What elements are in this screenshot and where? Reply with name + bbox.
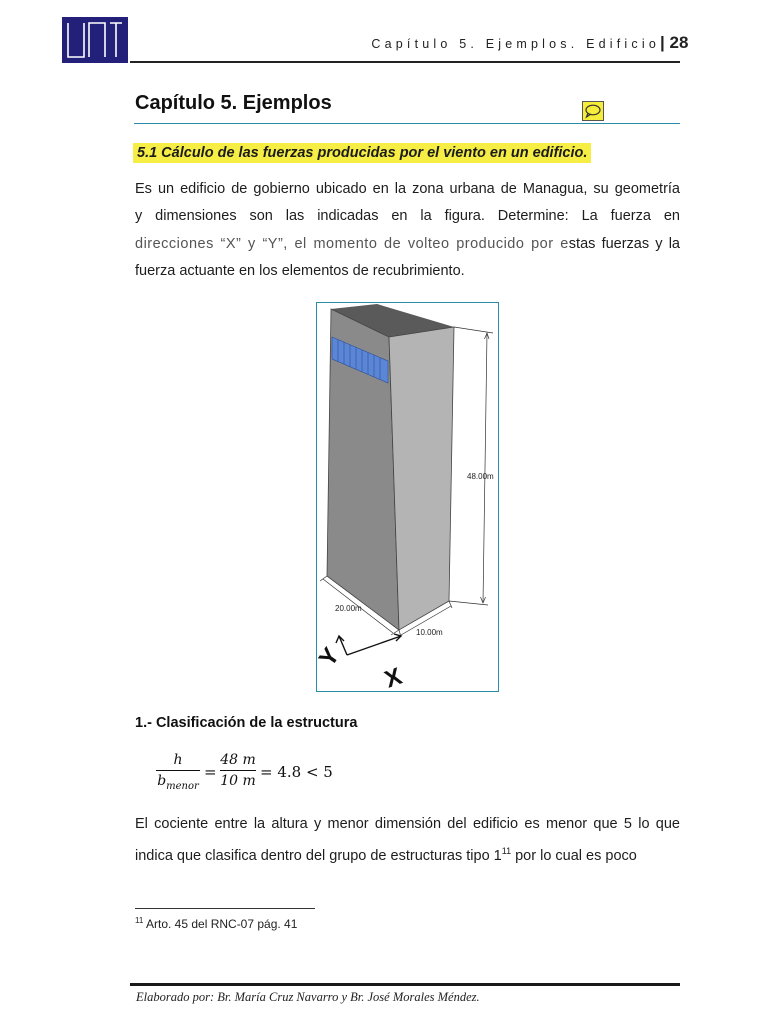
height-dimension xyxy=(449,327,493,605)
footer-credit: Elaborado por: Br. María Cruz Navarro y Br. José Morales Méndez. xyxy=(136,990,480,1004)
chapter-rule xyxy=(134,123,680,124)
intro-line-3-b: stas fuerzas y la xyxy=(568,236,681,252)
conclusion-line-2-pre: indica que clasifica dentro del grupo de estructuras tipo 1 xyxy=(135,847,502,864)
page-number: | 28 xyxy=(660,33,689,52)
conclusion-line-2-post: por lo cual es poco xyxy=(511,847,637,864)
rhs-fraction xyxy=(220,752,256,789)
intro-line-3 xyxy=(135,231,680,259)
conclusion-line-1: El cociente entre la altura y menor dimensión del edificio es menor que 5 lo que xyxy=(135,816,680,832)
axis-arrows xyxy=(336,634,401,655)
width-label: 20.00m xyxy=(335,604,362,613)
header-rule xyxy=(130,61,680,63)
chapter-title: Capítulo 5. Ejemplos xyxy=(135,92,332,114)
lhs-numerator: h xyxy=(173,752,183,768)
running-head: Capítulo 5. Ejemplos. Edificio xyxy=(371,37,660,51)
rhs-denominator: 10 m xyxy=(220,773,256,789)
axis-y-label: Y xyxy=(313,642,346,672)
lhs-denominator-sub: menor xyxy=(166,780,199,792)
building-side-face xyxy=(389,327,454,630)
depth-label: 10.00m xyxy=(416,628,443,637)
university-logo xyxy=(62,17,128,63)
formula-result: = 4.8 < 5 xyxy=(260,763,333,781)
lhs-denominator-base: b xyxy=(157,773,167,789)
section-heading: 5.1 Cálculo de las fuerzas producidas por el viento en un edificio. xyxy=(133,143,591,163)
conclusion-line-2 xyxy=(135,838,680,870)
footnote-marker: 11 xyxy=(135,916,144,925)
lhs-denominator xyxy=(156,773,200,792)
height-label: 48.00m xyxy=(467,472,494,481)
building-figure xyxy=(313,302,499,694)
intro-line-3-a: direcciones “X” y “Y”, el momento de volteo producido por e xyxy=(135,236,569,252)
axis-x-label: X xyxy=(381,662,406,694)
footnote xyxy=(135,916,297,931)
footnote-text: Arto. 45 del RNC-07 pág. 41 xyxy=(143,917,298,931)
comment-icon[interactable] xyxy=(582,101,604,121)
classification-heading: 1.- Clasificación de la estructura xyxy=(135,715,358,731)
intro-line-4: fuerza actuante en los elementos de recubrimiento. xyxy=(135,263,465,279)
intro-line-2: y dimensiones son las indicadas en la figura. Determine: La fuerza en xyxy=(135,208,680,224)
page-number-value: 28 xyxy=(669,33,689,52)
rhs-numerator: 48 m xyxy=(220,752,256,768)
lhs-fraction xyxy=(156,752,200,792)
equals-sign: = xyxy=(204,763,217,781)
footer-rule xyxy=(130,983,680,986)
intro-line-1: Es un edificio de gobierno ubicado en la zona urbana de Managua, su geometría xyxy=(135,181,680,197)
footnote-rule xyxy=(135,908,315,909)
footnote-reference[interactable]: 11 xyxy=(501,846,512,856)
building-drawing xyxy=(313,303,498,694)
